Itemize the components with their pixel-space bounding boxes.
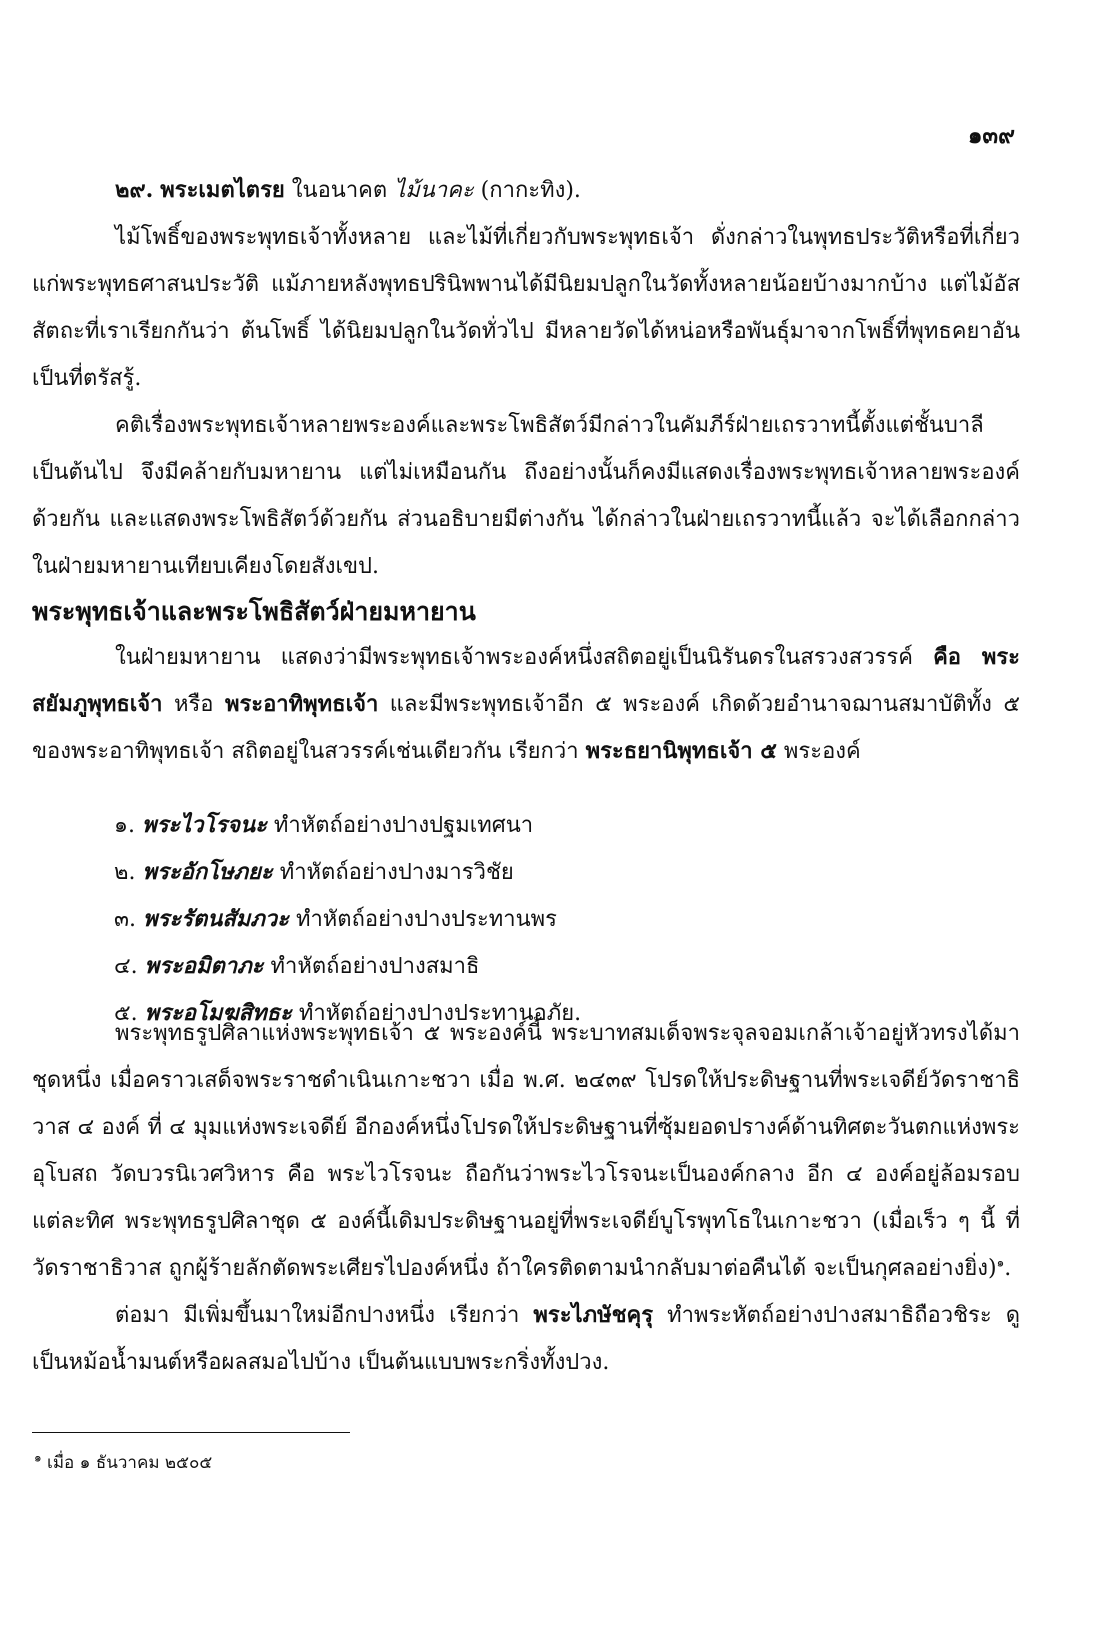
list-item-name: พระอโมฆสิทธะ bbox=[144, 1000, 292, 1026]
mahayana-text-1: ในฝ่ายมหายาน แสดงว่ามีพระพุทธเจ้าพระองค์หนึ่งสถิตอยู่เป็นนิรันดรในสรวงสวรรค์ bbox=[115, 645, 934, 670]
closing-section bbox=[32, 1010, 1020, 1386]
list-item-number: ๓. bbox=[114, 907, 137, 932]
mahayana-paragraph bbox=[32, 634, 1020, 775]
entry-29 bbox=[32, 167, 1020, 214]
footnote bbox=[34, 1450, 212, 1476]
list-item-desc: ทำหัตถ์อย่างปางมารวิชัย bbox=[279, 860, 514, 885]
list-item-number: ๒. bbox=[114, 860, 136, 885]
list-item-number: ๔. bbox=[114, 954, 138, 979]
entry-buddha-name: พระเมตไตรย bbox=[160, 177, 285, 203]
adi-buddha: พระอาทิพุทธเจ้า bbox=[224, 691, 379, 717]
footnote-divider bbox=[32, 1432, 350, 1433]
entry-number: ๒๙. bbox=[115, 177, 154, 203]
footnote-reference[interactable]: ๑ bbox=[996, 1255, 1005, 1270]
theravada-paragraph: คติเรื่องพระพุทธเจ้าหลายพระองค์และพระโพธิสัตว์มีกล่าวในคัมภีร์ฝ่ายเถรวาทนี้ตั้งแต่ชั้นบาลีเป็นต้นไป จึงมีคล้ายกับมหายาน แต่ไม่เหมือนกัน ถึงอย่างนั้นก็คงมีแสดงเรื่องพระพุทธเจ้าหลายพระองค์ด้วยกัน และแสดงพระโพธิสัตว์ด้วยกัน ส่วนอธิบายมีต่างกัน ได้กล่าวในฝ่ายเถรวาทนี้แล้ว จะได้เลือกกล่าวในฝ่ายมหายานเทียบเคียงโดยสังเขป. bbox=[32, 413, 1020, 579]
dhyani-buddha-list bbox=[114, 802, 1014, 1037]
mahayana-text-4: พระองค์ bbox=[776, 739, 861, 764]
entry-text: ในอนาคต bbox=[284, 178, 395, 203]
list-item-desc: ทำหัตถ์อย่างปางประทานพร bbox=[295, 907, 557, 932]
list-item-name: พระรัตนสัมภวะ bbox=[143, 906, 289, 932]
svayambhu-buddha: คือ พระสยัมภูพุทธเจ้า bbox=[32, 644, 1020, 717]
bhaisajyaguru: พระไภษัชคุรุ bbox=[533, 1302, 654, 1328]
intro-section bbox=[32, 167, 1020, 590]
list-item-number: ๑. bbox=[114, 813, 135, 838]
footnote-mark: ๑ bbox=[34, 1450, 42, 1465]
list-item bbox=[114, 849, 1014, 896]
list-item-name: พระไวโรจนะ bbox=[141, 812, 267, 838]
bhaisajya-paragraph bbox=[32, 1292, 1020, 1386]
footnote-text: เมื่อ ๑ ธันวาคม ๒๕๐๕ bbox=[41, 1453, 213, 1473]
list-item bbox=[114, 802, 1014, 849]
bhaisajya-text-1: ต่อมา มีเพิ่มขึ้นมาใหม่อีกปางหนึ่ง เรียกว่า bbox=[115, 1303, 534, 1328]
list-item-name: พระอักโษภยะ bbox=[142, 859, 273, 885]
statue-text: พระพุทธรูปศิลาแห่งพระพุทธเจ้า ๕ พระองค์นี้ พระบาทสมเด็จพระจุลจอมเกล้าเจ้าอยู่หัวทรงได้มาชุดหนึ่ง เมื่อคราวเสด็จพระราชดำเนินเกาะชวา เมื่อ พ.ศ. ๒๔๓๙ โปรดให้ประดิษฐานที่พระเจดีย์วัดราชาธิวาส ๔ องค์ ที่ ๔ มุมแห่งพระเจดีย์ อีกองค์หนึ่งโปรดให้ประดิษฐานที่ซุ้มยอดปรางค์ด้านทิศตะวันตกแห่งพระอุโบสถ วัดบวรนิเวศวิหาร คือ พระไวโรจนะ ถือกันว่าพระไวโรจนะเป็นองค์กลาง อีก ๔ องค์อยู่ล้อมรอบแต่ละทิศ พระพุทธรูปศิลาชุด ๕ องค์นี้เดิมประดิษฐานอยู่ที่พระเจดีย์บูโรพุทโธในเกาะชวา (เมื่อเร็ว ๆ นี้ ที่วัดราชาธิวาส ถูกผู้ร้ายลักตัดพระเศียรไปองค์หนึ่ง ถ้าใครติดตามนำกลับมาต่อคืนได้ จะเป็นกุศลอย่างยิ่ง) bbox=[32, 1021, 1020, 1281]
page-number: ๑๓๙ bbox=[967, 122, 1015, 149]
bhaisajya-text-2: ทำพระหัตถ์อย่างปางสมาธิถือวชิระ ดูเป็นหม้อน้ำมนต์หรือผลสมอไปบ้าง เป็นต้นแบบพระกริ่งทั้งปวง. bbox=[32, 1303, 1021, 1375]
list-item-desc: ทำหัตถ์อย่างปางประทานอภัย. bbox=[298, 1001, 582, 1026]
list-item-name: พระอมิตาภะ bbox=[144, 953, 264, 979]
list-item bbox=[114, 896, 1014, 943]
entry-tree: ไม้นาคะ bbox=[394, 178, 474, 203]
mahayana-section bbox=[32, 634, 1020, 775]
bodhi-tree-paragraph: ไม้โพธิ์ของพระพุทธเจ้าทั้งหลาย และไม้ที่เกี่ยวกับพระพุทธเจ้า ดั่งกล่าวในพุทธประวัติหรือที่เกี่ยวแก่พระพุทธศาสนประวัติ แม้ภายหลังพุทธปรินิพพานได้มีนิยมปลูกในวัดทั้งหลายน้อยบ้างมากบ้าง แต่ไม้อัสสัตถะที่เราเรียกกันว่า ต้นโพธิ์ ได้นิยมปลูกในวัดทั่วไป มีหลายวัดได้หน่อหรือพันธุ์มาจากโพธิ์ที่พุทธคยาอันเป็นที่ตรัสรู้. bbox=[32, 225, 1020, 391]
mahayana-text-2: หรือ bbox=[162, 692, 225, 717]
mahayana-text-3: และมีพระพุทธเจ้าอีก ๕ พระองค์ เกิดด้วยอำนาจฌานสมาบัติทั้ง ๕ ของพระอาทิพุทธเจ้า สถิตอยู่ในสวรรค์เช่นเดียวกัน เรียกว่า bbox=[32, 692, 1020, 764]
list-item bbox=[114, 943, 1014, 990]
entry-tree-note: (กากะทิง). bbox=[473, 178, 581, 203]
list-item-number: ๕. bbox=[114, 1001, 138, 1026]
list-item-desc: ทำหัตถ์อย่างปางปฐมเทศนา bbox=[273, 813, 534, 838]
statue-paragraph: พระพุทธรูปศิลาแห่งพระพุทธเจ้า ๕ พระองค์นี้ พระบาทสมเด็จพระจุลจอมเกล้าเจ้าอยู่หัวทรงได้มาชุดหนึ่ง เมื่อคราวเสด็จพระราชดำเนินเกาะชวา เมื่อ พ.ศ. ๒๔๓๙ โปรดให้ประดิษฐานที่พระเจดีย์วัดราชาธิวาส ๔ องค์ ที่ ๔ มุมแห่งพระเจดีย์ อีกองค์หนึ่งโปรดให้ประดิษฐานที่ซุ้มยอดปรางค์ด้านทิศตะวันตกแห่งพระอุโบสถ วัดบวรนิเวศวิหาร คือ พระไวโรจนะ ถือกันว่าพระไวโรจนะเป็นองค์กลาง อีก ๔ องค์อยู่ล้อมรอบแต่ละทิศ พระพุทธรูปศิลาชุด ๕ องค์นี้เดิมประดิษฐานอยู่ที่พระเจดีย์บูโรพุทโธในเกาะชวา (เมื่อเร็ว ๆ นี้ ที่วัดราชาธิวาส ถูกผู้ร้ายลักตัดพระเศียรไปองค์หนึ่ง ถ้าใครติดตามนำกลับมาต่อคืนได้ จะเป็นกุศลอย่างยิ่ง)$^๑$. bbox=[32, 1021, 1020, 1281]
section-heading: พระพุทธเจ้าและพระโพธิสัตว์ฝ่ายมหายาน bbox=[32, 597, 476, 626]
list-item-desc: ทำหัตถ์อย่างปางสมาธิ bbox=[270, 954, 480, 979]
dhyani-buddhas-term: พระธยานิพุทธเจ้า ๕ bbox=[585, 738, 777, 764]
